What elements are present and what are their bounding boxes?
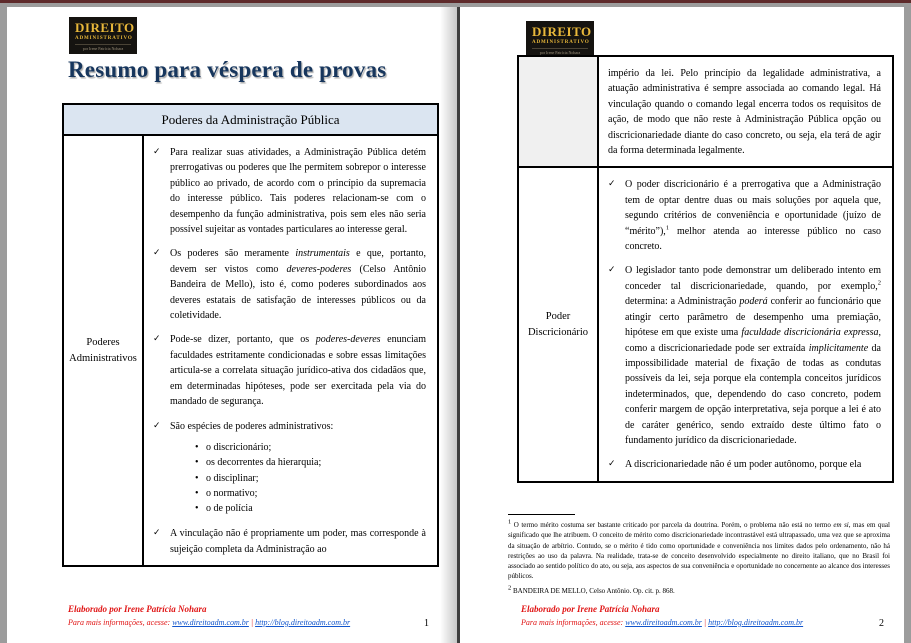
bullet-text: O legislador tanto pode demonstrar um deliberado intento em conceder tal discricionariedade, quando, por exemplo,$^2$ determina: a Administração poderá conferir ao funcionário que atingir certo parâmetro de desempenho uma premiação, hipótese em que existe uma faculdade discricionária expressa, como a discricionariedade pode ser extraída implicitamente da impossibilidade material de fixação de todas as condutas possíveis da lei, seja porque ela contempla conceitos jurídicos indeterminados, que, dependendo do caso concreto, podem conferir margem de opção interpretativa, seja porque a lei é ato de caráter genérico, sendo extraído deste último fato o fundamento jurídico da discricionariedade. (625, 265, 881, 446)
footer-link-blog[interactable]: http://blog.direitoadm.com.br (255, 617, 351, 627)
footer-link-site[interactable]: www.direitoadm.com.br (625, 617, 702, 627)
table-row (519, 57, 892, 166)
footer-info (521, 617, 874, 630)
bullet-item (153, 419, 426, 434)
footnotes-section (508, 520, 890, 600)
row-content-cell (599, 168, 892, 480)
document-title: Resumo para véspera de provas (68, 57, 387, 82)
bullet-text: Pode-se dizer, portanto, que os poderes-deveres enunciam faculdades estritamente condicionadas e sobre essas limitações articula-se a correlata situação jurídico-ativa dos cidadãos que, em determinadas hipóteses, pode ser exercitada pela via do mandado de segurança. (170, 334, 427, 408)
row-content-cell (599, 57, 892, 166)
checkmark-icon: ✓ (608, 459, 616, 470)
footer-link-site[interactable]: www.direitoadm.com.br (172, 617, 249, 627)
footer-link-separator: | (701, 617, 709, 627)
bullet-item (608, 457, 881, 472)
footer-author: Elaborado por Irene Patrícia Nohara (521, 604, 660, 614)
row-label-cell: Poder Discricionário (519, 168, 599, 480)
footnote-ref: 1 (508, 518, 512, 526)
bullet-item (153, 246, 426, 323)
sub-bullet-text: o discricionário; (206, 441, 272, 453)
logo-title: DIREITO (532, 24, 592, 39)
logo-subtitle: ADMINISTRATIVO (532, 39, 590, 45)
table-header: Poderes da Administração Pública (64, 105, 437, 136)
bullet-item (608, 263, 881, 448)
row-label-cell-empty (519, 57, 599, 166)
bullet-item (608, 177, 881, 254)
checkmark-icon: ✓ (608, 265, 616, 276)
bullet-text: O poder discricionário é a prerrogativa que a Administração tem de optar dentre duas ou mais soluções por aquela que, segundo critérios de conveniência e oportunidade (juízo de “mérito”),$^1$ melhor atenda ao interesse público no caso concreto. (625, 179, 881, 253)
direito-administrativo-logo (69, 17, 137, 54)
row-label-cell: Poderes Administrativos (64, 136, 144, 565)
bullet-text: Para realizar suas atividades, a Administração Pública detém prerrogativas ou poderes que lhe permitem sobrepor o interesse público ao privado, de acordo com o princípio da supremacia do interesse público. Tais poderes relacionam-se com o desempenho da função administrativa, pois sem eles não seria possível sujeitar as vontades particulares ao interesse geral. (170, 147, 426, 236)
logo-title: DIREITO (75, 20, 135, 35)
window-top-bar (0, 0, 911, 3)
table-row (64, 136, 437, 565)
footer-info-prefix: Para mais informações, acesse: (68, 617, 173, 627)
sub-bullet-text: o de polícia (206, 503, 253, 515)
sub-bullet-item (195, 455, 426, 470)
checkmark-icon: ✓ (153, 528, 161, 539)
powers-table-continued (517, 55, 894, 483)
bullet-text: São espécies de poderes administrativos: (170, 420, 334, 432)
row-content-cell (144, 136, 437, 565)
page-footer (68, 603, 427, 629)
checkmark-icon: ✓ (153, 420, 161, 431)
sub-bullet-item (195, 501, 426, 516)
direito-administrativo-logo (526, 21, 594, 58)
sub-bullet-item (195, 440, 426, 455)
sub-bullet-text: os decorrentes da hierarquia; (206, 457, 322, 469)
footnote-text: BANDEIRA DE MELLO, Celso Antônio. Op. cit. p. 868. (511, 586, 675, 595)
bullet-dot-icon: • (195, 503, 199, 515)
checkmark-icon: ✓ (608, 179, 616, 190)
checkmark-icon: ✓ (153, 248, 161, 259)
bullet-text: A discricionariedade não é um poder autônomo, porque ela (625, 459, 862, 471)
bullet-dot-icon: • (195, 472, 199, 484)
bullet-text: A vinculação não é propriamente um poder, mas corresponde à sujeição completa da Administração ao (170, 528, 426, 555)
sub-bullet-item (195, 471, 426, 486)
footer-info (68, 617, 427, 630)
page-number: 1 (424, 618, 429, 629)
document-page-1 (7, 7, 460, 643)
sub-bullet-list (195, 440, 426, 516)
bullet-dot-icon: • (195, 457, 199, 469)
footer-author: Elaborado por Irene Patrícia Nohara (68, 604, 207, 614)
checkmark-icon: ✓ (153, 147, 161, 157)
logo-subtitle: ADMINISTRATIVO (75, 35, 133, 41)
footnote-text: O termo mérito costuma ser bastante criticado por parcela da doutrina. Porém, o problema não está no termo em si, mas em qual significado que lhe atribuem. O conceito de mérito como discricionariedade incontrastável está ultrapassado, uma vez que se aproxima da situação de arbítrio. Contudo, se o mérito é tido como oportunidade e conveniência nos limites dados pelo ordenamento, não há restrições ao uso da palavra. Na realidade, trata-se de conceito desenvolvido especialmente no direito italiano, que no Brasil foi associado ao sentido político do ato, ou seja, aos aspectos de sua conveniência e oportunidade no concernente ao alcance dos interesses públicos. (508, 521, 890, 581)
checkmark-icon: ✓ (153, 334, 161, 345)
page-footer (521, 603, 874, 629)
powers-table (62, 103, 439, 567)
bullet-item (153, 145, 426, 237)
footnote-separator (508, 514, 575, 515)
footer-link-separator: | (248, 617, 256, 627)
bullet-text: Os poderes são meramente instrumentais e que, portanto, devem ser vistos como deveres-poderes (Celso Antônio Bandeira de Mello), isto é, como poderes subordinados aos deveres estatais de satisfação de interesses públicos ou da coletividade. (170, 248, 427, 322)
bullet-item (153, 332, 426, 409)
logo-byline: por Irene Patrícia Nohara (75, 44, 131, 52)
footnote (508, 520, 890, 582)
bullet-dot-icon: • (195, 487, 199, 499)
bullet-item (153, 526, 426, 557)
sub-bullet-text: o normativo; (206, 487, 258, 499)
footnote-ref: 2 (508, 584, 512, 592)
sub-bullet-text: o disciplinar; (206, 472, 259, 484)
footer-link-blog[interactable]: http://blog.direitoadm.com.br (708, 617, 804, 627)
document-page-2 (460, 7, 904, 643)
bullet-dot-icon: • (195, 441, 199, 453)
continuation-text: império da lei. Pelo princípio da legalidade administrativa, a atuação administrativa é sempre associada ao comando legal. Há vinculação quando o comando legal encerra todos os requisitos de ação, de modo que não reste à Administração Pública opção ou discricionariedade diante do caso concreto, ou seja, ela terá de agir da forma determinada legalmente. (608, 68, 881, 157)
page-number: 2 (879, 618, 884, 629)
logo-byline: por Irene Patrícia Nohara (532, 48, 588, 56)
footnote (508, 586, 890, 596)
table-row (519, 166, 892, 480)
sub-bullet-item (195, 486, 426, 501)
footer-info-prefix: Para mais informações, acesse: (521, 617, 626, 627)
